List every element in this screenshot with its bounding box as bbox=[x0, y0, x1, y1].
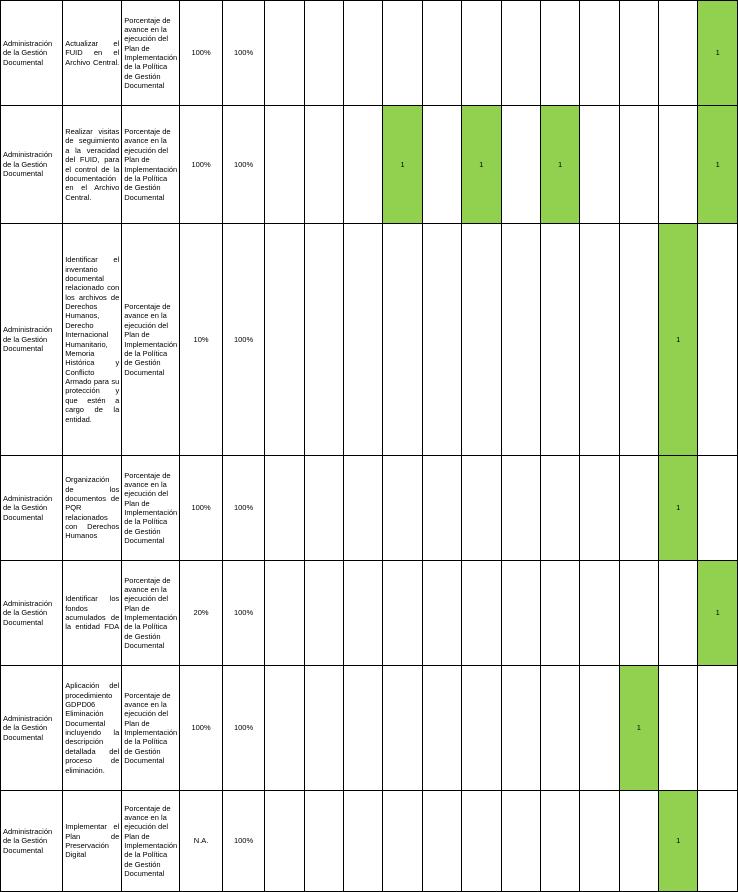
cell-month-4 bbox=[383, 224, 422, 456]
cell-month-12 bbox=[698, 666, 738, 791]
cell-month-3 bbox=[344, 224, 383, 456]
table-row bbox=[1, 1, 738, 106]
table-row bbox=[1, 561, 738, 666]
cell-area: Administración de la Gestión Documental bbox=[1, 224, 63, 456]
cell-activity: Organización de los documentos de PQR relacionados con Derechos Humanos bbox=[63, 456, 122, 561]
cell-month-1 bbox=[265, 561, 304, 666]
cell-month-10 bbox=[619, 106, 658, 224]
cell-area: Administración de la Gestión Documental bbox=[1, 791, 63, 892]
cell-month-5 bbox=[422, 791, 461, 892]
cell-activity: Realizar visitas de seguimiento a la veracidad del FUID, para el control de la documentación en el Archivo Central. bbox=[63, 106, 122, 224]
cell-value1: 100% bbox=[180, 106, 222, 224]
cell-month-10 bbox=[619, 224, 658, 456]
cell-month-2 bbox=[304, 666, 343, 791]
cell-month-1 bbox=[265, 106, 304, 224]
cell-month-7 bbox=[501, 791, 540, 892]
cell-month-9 bbox=[580, 456, 619, 561]
cell-activity: Aplicación del procedimiento GDPD06 Eliminación Documental incluyendo la descripción detallada del proceso de eliminación. bbox=[63, 666, 122, 791]
cell-month-10: 1 bbox=[619, 666, 658, 791]
cell-month-2 bbox=[304, 456, 343, 561]
cell-month-11: 1 bbox=[659, 456, 698, 561]
cell-month-3 bbox=[344, 106, 383, 224]
cell-month-4 bbox=[383, 791, 422, 892]
cell-month-8 bbox=[540, 456, 579, 561]
cell-month-2 bbox=[304, 1, 343, 106]
cell-month-1 bbox=[265, 791, 304, 892]
cell-area: Administración de la Gestión Documental bbox=[1, 1, 63, 106]
cell-month-1 bbox=[265, 456, 304, 561]
cell-month-10 bbox=[619, 561, 658, 666]
cell-month-1 bbox=[265, 224, 304, 456]
cell-month-2 bbox=[304, 791, 343, 892]
cell-month-12: 1 bbox=[698, 1, 738, 106]
cell-value1: N.A. bbox=[180, 791, 222, 892]
cell-value1: 20% bbox=[180, 561, 222, 666]
cell-month-8 bbox=[540, 666, 579, 791]
cell-month-2 bbox=[304, 561, 343, 666]
cell-month-6 bbox=[462, 666, 501, 791]
cell-month-11 bbox=[659, 1, 698, 106]
cell-area: Administración de la Gestión Documental bbox=[1, 666, 63, 791]
cell-indicator: Porcentaje de avance en la ejecución del Plan de Implementación de la Política de Gestión Documental bbox=[122, 561, 180, 666]
cell-month-10 bbox=[619, 791, 658, 892]
cell-value2: 100% bbox=[222, 561, 264, 666]
cell-month-8 bbox=[540, 561, 579, 666]
cell-month-11 bbox=[659, 666, 698, 791]
cell-month-7 bbox=[501, 224, 540, 456]
cell-month-2 bbox=[304, 106, 343, 224]
cell-month-12 bbox=[698, 224, 738, 456]
cell-activity: Implementar el Plan de Preservación Digital bbox=[63, 791, 122, 892]
cell-month-6 bbox=[462, 561, 501, 666]
cell-value2: 100% bbox=[222, 224, 264, 456]
cell-activity: Identificar el inventario documental relacionado con los archivos de Derechos Humanos, Derecho Internacional Humanitario, Memoria Histórica y Conflicto Armado para su protección y que estén a cargo de la entidad. bbox=[63, 224, 122, 456]
cell-value2: 100% bbox=[222, 1, 264, 106]
cell-month-3 bbox=[344, 561, 383, 666]
cell-month-9 bbox=[580, 224, 619, 456]
cell-month-5 bbox=[422, 1, 461, 106]
cell-activity: Actualizar el FUID en el Archivo Central. bbox=[63, 1, 122, 106]
cell-activity: Identificar los fondos acumulados de la entidad FDA bbox=[63, 561, 122, 666]
cell-month-8 bbox=[540, 1, 579, 106]
cell-month-6: 1 bbox=[462, 106, 501, 224]
cell-month-2 bbox=[304, 224, 343, 456]
cell-indicator: Porcentaje de avance en la ejecución del Plan de Implementación de la Política de Gestión Documental bbox=[122, 456, 180, 561]
cell-month-12: 1 bbox=[698, 106, 738, 224]
cell-month-6 bbox=[462, 456, 501, 561]
cell-month-9 bbox=[580, 666, 619, 791]
cell-value2: 100% bbox=[222, 791, 264, 892]
cell-month-5 bbox=[422, 456, 461, 561]
cell-month-5 bbox=[422, 224, 461, 456]
cell-month-1 bbox=[265, 666, 304, 791]
cell-area: Administración de la Gestión Documental bbox=[1, 561, 63, 666]
table-row bbox=[1, 106, 738, 224]
cell-month-8: 1 bbox=[540, 106, 579, 224]
cell-month-6 bbox=[462, 224, 501, 456]
cell-indicator: Porcentaje de avance en la ejecución del Plan de Implementación de la Política de Gestión Documental bbox=[122, 666, 180, 791]
cell-month-4 bbox=[383, 456, 422, 561]
cell-month-6 bbox=[462, 1, 501, 106]
cell-month-7 bbox=[501, 1, 540, 106]
cell-indicator: Porcentaje de avance en la ejecución del Plan de Implementación de la Política de Gestión Documental bbox=[122, 791, 180, 892]
cell-month-11 bbox=[659, 561, 698, 666]
cell-value1: 100% bbox=[180, 666, 222, 791]
cell-month-4 bbox=[383, 1, 422, 106]
cell-value2: 100% bbox=[222, 106, 264, 224]
cell-area: Administración de la Gestión Documental bbox=[1, 106, 63, 224]
cell-indicator: Porcentaje de avance en la ejecución del Plan de Implementación de la Política de Gestión Documental bbox=[122, 224, 180, 456]
cell-month-5 bbox=[422, 106, 461, 224]
cell-indicator: Porcentaje de avance en la ejecución del Plan de Implementación de la Política de Gestión Documental bbox=[122, 106, 180, 224]
cell-month-3 bbox=[344, 791, 383, 892]
cell-month-4 bbox=[383, 561, 422, 666]
cell-area: Administración de la Gestión Documental bbox=[1, 456, 63, 561]
cell-month-7 bbox=[501, 666, 540, 791]
cell-value1: 10% bbox=[180, 224, 222, 456]
table-row bbox=[1, 456, 738, 561]
cell-month-12 bbox=[698, 791, 738, 892]
cell-month-7 bbox=[501, 561, 540, 666]
cell-month-10 bbox=[619, 456, 658, 561]
cell-month-11 bbox=[659, 106, 698, 224]
cell-month-5 bbox=[422, 666, 461, 791]
cell-month-7 bbox=[501, 456, 540, 561]
cell-month-8 bbox=[540, 224, 579, 456]
cell-month-11: 1 bbox=[659, 791, 698, 892]
cell-value2: 100% bbox=[222, 666, 264, 791]
cell-month-12 bbox=[698, 456, 738, 561]
cell-month-9 bbox=[580, 106, 619, 224]
cell-value1: 100% bbox=[180, 456, 222, 561]
cell-month-5 bbox=[422, 561, 461, 666]
cell-month-4: 1 bbox=[383, 106, 422, 224]
cell-month-8 bbox=[540, 791, 579, 892]
cell-month-9 bbox=[580, 561, 619, 666]
cell-month-12: 1 bbox=[698, 561, 738, 666]
cell-value1: 100% bbox=[180, 1, 222, 106]
table-row bbox=[1, 791, 738, 892]
cell-month-3 bbox=[344, 666, 383, 791]
cell-indicator: Porcentaje de avance en la ejecución del Plan de Implementación de la Política de Gestión Documental bbox=[122, 1, 180, 106]
cell-value2: 100% bbox=[222, 456, 264, 561]
cell-month-9 bbox=[580, 1, 619, 106]
cell-month-10 bbox=[619, 1, 658, 106]
cell-month-3 bbox=[344, 1, 383, 106]
cell-month-6 bbox=[462, 791, 501, 892]
table-row bbox=[1, 666, 738, 791]
cell-month-4 bbox=[383, 666, 422, 791]
table-row bbox=[1, 224, 738, 456]
cell-month-9 bbox=[580, 791, 619, 892]
cell-month-7 bbox=[501, 106, 540, 224]
cell-month-11: 1 bbox=[659, 224, 698, 456]
cell-month-3 bbox=[344, 456, 383, 561]
cell-month-1 bbox=[265, 1, 304, 106]
